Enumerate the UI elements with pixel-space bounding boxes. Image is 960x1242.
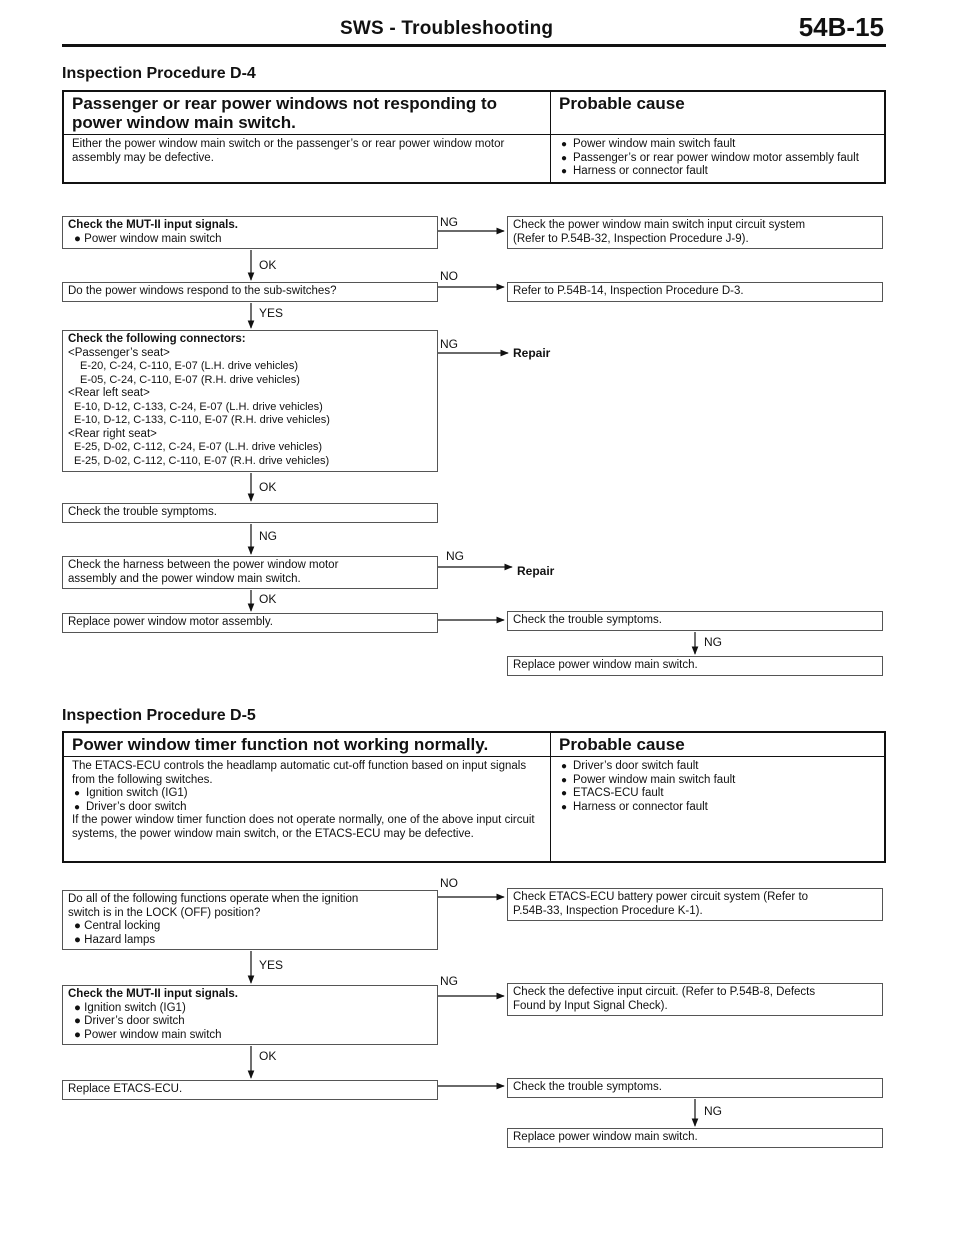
bullet-icon: ● xyxy=(561,788,568,799)
section-title-d4: Inspection Procedure D-4 xyxy=(62,65,256,82)
box-line: Replace power window motor assembly. xyxy=(68,616,273,628)
box-line: <Rear right seat> xyxy=(68,427,157,440)
box-line: Check the trouble symptoms. xyxy=(513,614,662,626)
box-line: (Refer to P.54B-32, Inspection Procedure J-9). xyxy=(513,232,749,245)
cause-text: Passenger’s or rear power window motor assembly fault xyxy=(573,151,859,164)
cause-text: Harness or connector fault xyxy=(573,165,708,177)
d4-probable-cause-heading: Probable cause xyxy=(551,91,886,135)
box-line: Check the trouble symptoms. xyxy=(513,1081,662,1093)
d4-ng-label-5: NG xyxy=(704,635,722,649)
box-item: Power window main switch xyxy=(84,232,222,245)
box-line: E-10, D-12, C-133, C-24, E-07 (L.H. drive vehicles) xyxy=(74,400,323,413)
d4-description: Either the power window main switch or the passenger’s or rear power window motor assembly may be defective. xyxy=(63,135,551,183)
box-item: Hazard lamps xyxy=(84,933,156,946)
box-line: P.54B-33, Inspection Procedure K-1). xyxy=(513,904,703,917)
d5-probable-cause-heading: Probable cause xyxy=(551,732,886,757)
box-line: <Passenger’s seat> xyxy=(68,346,170,359)
d4-ng-label-4: NG xyxy=(446,549,464,563)
bullet-icon: ● xyxy=(74,920,81,932)
box-line: <Rear left seat> xyxy=(68,387,150,399)
bullet-icon: ● xyxy=(74,1001,81,1014)
box-line: Replace power window main switch. xyxy=(513,1131,698,1143)
box-item: Driver’s door switch xyxy=(84,1015,185,1027)
box-line: E-25, D-02, C-112, C-110, E-07 (R.H. drive vehicles) xyxy=(74,454,330,467)
d4-ng-label-1: NG xyxy=(440,215,458,229)
box-line: Replace ETACS-ECU. xyxy=(68,1083,183,1095)
d5-problem: Power window timer function not working normally. xyxy=(63,732,551,757)
d5-description-2: If the power window timer function does not operate normally, one of the above input circuit systems, the power window main switch, or the ETACS-ECU may be defective. xyxy=(72,814,535,840)
box-title: Check the MUT-II input signals. xyxy=(68,219,238,231)
box-line: Do the power windows respond to the sub-switches? xyxy=(68,285,337,297)
d4-ng-label-3: NG xyxy=(259,529,277,543)
box-item: Central locking xyxy=(84,920,161,932)
d4-ng-label-2: NG xyxy=(440,337,458,351)
box-line: switch is in the LOCK (OFF) position? xyxy=(68,906,261,919)
bullet-icon: ● xyxy=(561,139,568,150)
box-line: E-25, D-02, C-112, C-24, E-07 (L.H. drive vehicles) xyxy=(74,441,322,453)
switch-text: Ignition switch (IG1) xyxy=(86,787,188,799)
d5-ng-label-2: NG xyxy=(704,1104,722,1118)
bullet-icon: ● xyxy=(74,232,81,245)
box-title: Check the MUT-II input signals. xyxy=(68,988,238,1000)
bullet-icon: ● xyxy=(74,1028,81,1041)
bullet-icon: ● xyxy=(561,166,568,177)
box-line: Check the power window main switch input circuit system xyxy=(513,219,806,231)
box-title: Check the following connectors: xyxy=(68,333,246,345)
page-number: 54B-15 xyxy=(798,12,884,42)
cause-text: Driver’s door switch fault xyxy=(573,760,699,772)
d5-description-1: The ETACS-ECU controls the headlamp automatic cut-off function based on input signals from the following switches. xyxy=(72,760,527,786)
box-line: Check the trouble symptoms. xyxy=(68,506,217,518)
cause-text: ETACS-ECU fault xyxy=(573,787,664,799)
box-item: Ignition switch (IG1) xyxy=(84,1001,186,1014)
box-line: E-05, C-24, C-110, E-07 (R.H. drive vehicles) xyxy=(80,373,300,386)
box-line: Check ETACS-ECU battery power circuit system (Refer to xyxy=(513,891,809,903)
cause-text: Power window main switch fault xyxy=(573,773,736,786)
bullet-icon: ● xyxy=(561,801,568,813)
cause-text: Power window main switch fault xyxy=(573,138,736,150)
bullet-icon: ● xyxy=(74,788,81,799)
d4-repair-label-1: Repair xyxy=(513,346,551,360)
box-line: Check the harness between the power window motor xyxy=(68,559,339,571)
switch-text: Driver’s door switch xyxy=(86,800,187,813)
box-line: E-10, D-12, C-133, C-110, E-07 (R.H. drive vehicles) xyxy=(74,414,330,426)
d4-no-label-1: NO xyxy=(440,269,458,283)
page-header-title: SWS - Troubleshooting xyxy=(340,18,554,39)
d4-ok-label-2: OK xyxy=(259,480,277,494)
d5-no-label: NO xyxy=(440,876,458,890)
bullet-icon: ● xyxy=(561,152,568,164)
d4-ok-label-1: OK xyxy=(259,258,277,272)
d4-repair-label-2: Repair xyxy=(517,564,555,578)
box-item: Power window main switch xyxy=(84,1028,222,1041)
cause-text: Harness or connector fault xyxy=(573,800,708,813)
box-line: Found by Input Signal Check). xyxy=(513,999,668,1012)
bullet-icon: ● xyxy=(561,774,568,786)
d4-problem: Passenger or rear power windows not responding to power window main switch. xyxy=(63,91,551,135)
box-line: Do all of the following functions operate when the ignition xyxy=(68,893,359,905)
box-line: Refer to P.54B-14, Inspection Procedure D-3. xyxy=(513,285,744,297)
bullet-icon: ● xyxy=(74,933,81,946)
bullet-icon: ● xyxy=(74,801,81,813)
d5-yes-label: YES xyxy=(259,958,284,972)
d5-ng-label-1: NG xyxy=(440,974,458,988)
box-line: Check the defective input circuit. (Refer to P.54B-8, Defects xyxy=(513,986,816,998)
d5-ok-label: OK xyxy=(259,1049,277,1063)
d4-ok-label-3: OK xyxy=(259,592,277,606)
box-line: E-20, C-24, C-110, E-07 (L.H. drive vehicles) xyxy=(80,360,299,372)
box-line: Replace power window main switch. xyxy=(513,659,698,671)
box-line: assembly and the power window main switch. xyxy=(68,572,301,585)
bullet-icon: ● xyxy=(561,761,568,772)
section-title-d5: Inspection Procedure D-5 xyxy=(62,707,256,724)
bullet-icon: ● xyxy=(74,1015,81,1027)
d4-yes-label-1: YES xyxy=(259,306,284,320)
